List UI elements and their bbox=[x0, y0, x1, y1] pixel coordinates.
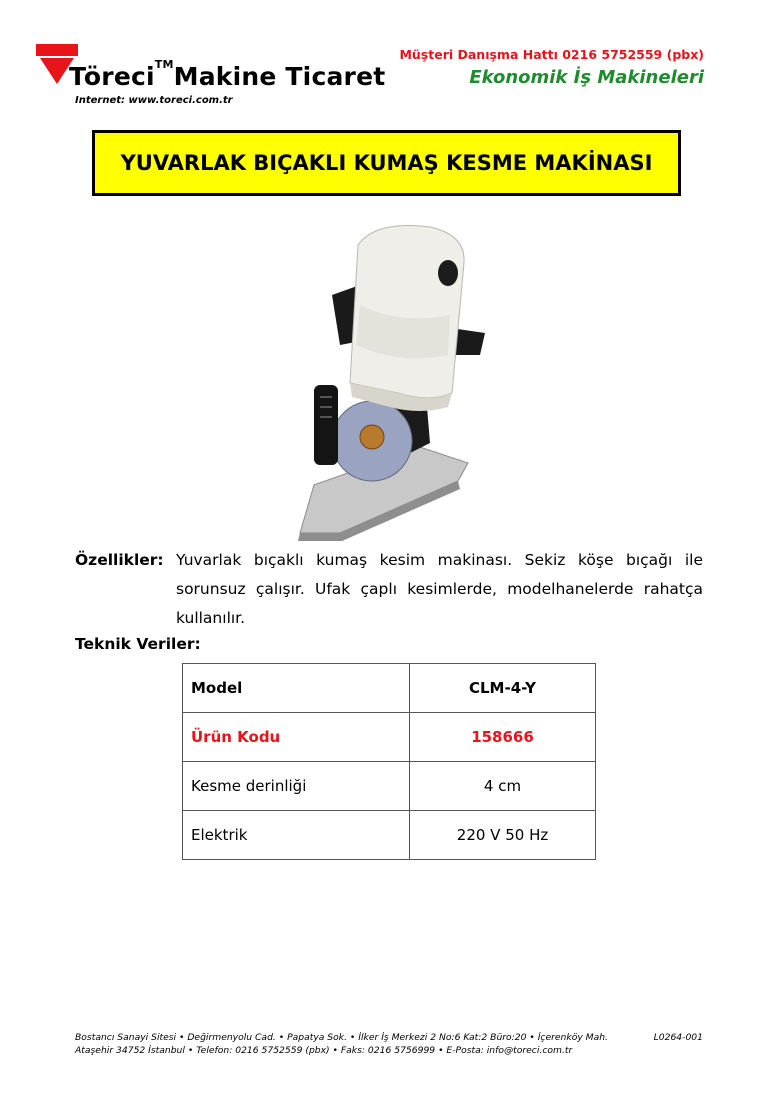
cutting-machine-image bbox=[280, 215, 490, 545]
page-title: YUVARLAK BIÇAKLI KUMAŞ KESME MAKİNASI bbox=[92, 130, 681, 196]
website-link[interactable]: Internet: www.toreci.com.tr bbox=[75, 95, 233, 106]
spec-label-product-code: Ürün Kodu bbox=[183, 713, 410, 762]
spec-label-electric: Elektrik bbox=[183, 811, 410, 860]
brand-name bbox=[69, 58, 386, 91]
table-row bbox=[183, 811, 596, 860]
brand-name-toreci: Töreci bbox=[69, 62, 155, 91]
brand-name-rest: Makine Ticaret bbox=[173, 62, 386, 91]
tech-data-title: Teknik Veriler: bbox=[75, 635, 201, 653]
features-section bbox=[75, 546, 703, 633]
trademark: TM bbox=[154, 58, 174, 71]
customer-hotline: Müşteri Danışma Hattı 0216 5752559 (pbx) bbox=[399, 47, 704, 62]
features-text: Yuvarlak bıçaklı kumaş kesim makinası. Sekiz köşe bıçağı ile sorunsuz çalışır. Ufak çaplı kesimlerde, modelhanelerde rahatça kullanılır. bbox=[176, 551, 703, 627]
spec-value-model: CLM-4-Y bbox=[410, 664, 596, 713]
spec-value-electric: 220 V 50 Hz bbox=[410, 811, 596, 860]
table-row bbox=[183, 664, 596, 713]
spec-label-cut-depth: Kesme derinliği bbox=[183, 762, 410, 811]
table-row bbox=[183, 762, 596, 811]
spec-value-cut-depth: 4 cm bbox=[410, 762, 596, 811]
features-label: Özellikler: bbox=[75, 551, 164, 569]
footer bbox=[75, 1031, 703, 1057]
document-code: L0264-001 bbox=[653, 1032, 703, 1043]
table-row bbox=[183, 713, 596, 762]
spec-label-model: Model bbox=[183, 664, 410, 713]
spec-table bbox=[182, 663, 596, 860]
footer-address-line2: Ataşehir 34752 İstanbul • Telefon: 0216 5752559 (pbx) • Faks: 0216 5756999 • E-Posta: info@toreci.com.tr bbox=[75, 1045, 573, 1056]
slogan: Ekonomik İş Makineleri bbox=[469, 67, 704, 88]
footer-address-line1: Bostancı Sanayi Sitesi • Değirmenyolu Cad. • Papatya Sok. • İlker İş Merkezi 2 No:6 Kat:2 Büro:20 • İçerenköy Mah. bbox=[75, 1032, 608, 1043]
spec-value-product-code: 158666 bbox=[410, 713, 596, 762]
